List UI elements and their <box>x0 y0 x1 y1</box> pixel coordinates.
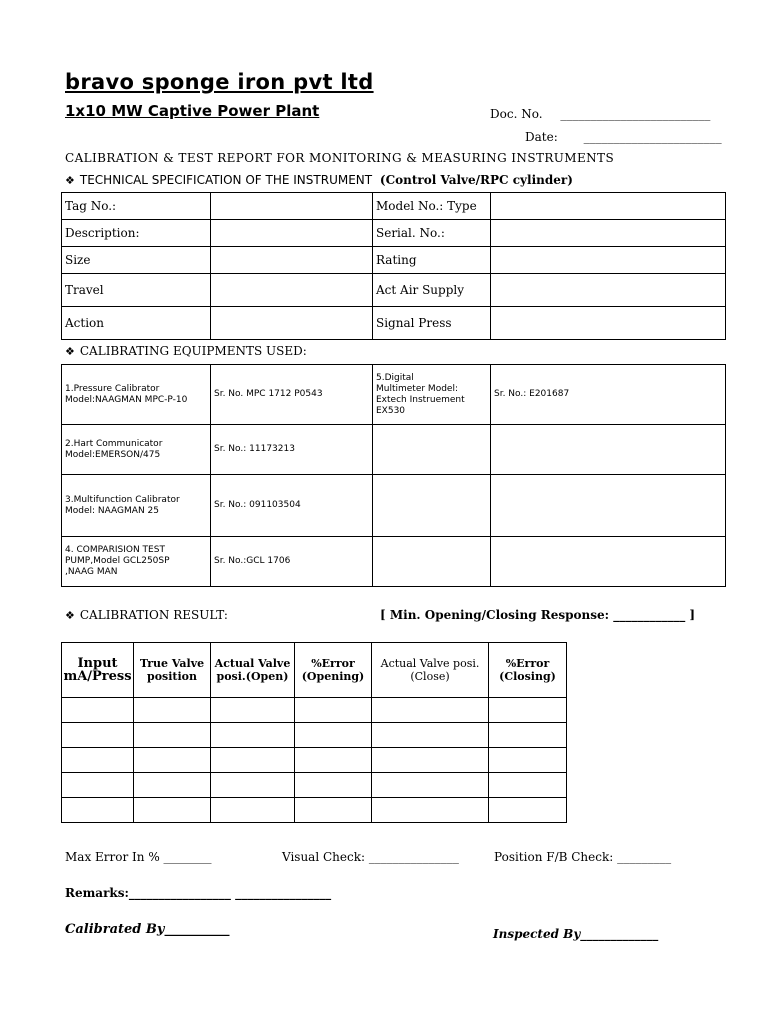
plant-name: 1x10 MW Captive Power Plant <box>65 102 320 120</box>
result-cell[interactable] <box>372 773 489 798</box>
calibrated-by-field: Calibrated By__________ <box>65 922 230 937</box>
column-header <box>372 643 489 698</box>
column-header <box>489 643 567 698</box>
table-row <box>62 723 567 748</box>
table-row <box>62 247 726 274</box>
spec-value-cell[interactable] <box>211 247 373 274</box>
result-cell[interactable] <box>62 773 134 798</box>
spec-value-cell[interactable] <box>491 247 726 274</box>
table-row <box>62 365 726 425</box>
header-line: %Error <box>311 657 355 670</box>
spec-value-cell[interactable] <box>491 274 726 307</box>
table-row <box>62 193 726 220</box>
equipment-line: Model: NAAGMAN 25 <box>65 505 159 516</box>
equipment-line: EX530 <box>376 405 406 416</box>
equipment-line: 4. COMPARISION TEST <box>65 545 165 555</box>
company-name: bravo sponge iron pvt ltd <box>65 70 374 94</box>
result-cell[interactable] <box>295 748 372 773</box>
header-line: posi.(Open) <box>216 670 289 683</box>
table-row <box>62 274 726 307</box>
table-row <box>62 798 567 823</box>
result-cell[interactable] <box>489 698 567 723</box>
min-opening-response: [ Min. Opening/Closing Response: ____________ ] <box>380 608 696 622</box>
diamond-bullet-icon: ❖ <box>65 609 75 622</box>
date-line: _______________________ <box>583 130 722 144</box>
spec-value-cell[interactable] <box>211 274 373 307</box>
equipment-table <box>61 364 726 587</box>
spec-label: Size <box>62 247 211 274</box>
spec-section-title <box>65 173 573 187</box>
column-header <box>134 643 211 698</box>
equipment-line: Model:EMERSON/475 <box>65 449 161 460</box>
doc-no-line: _________________________ <box>560 107 711 121</box>
result-cell[interactable] <box>489 798 567 823</box>
table-row <box>62 748 567 773</box>
serial-cell: Sr. No.: 11173213 <box>211 425 373 475</box>
result-section-title <box>65 608 228 622</box>
header-line: Actual Valve posi. <box>380 657 480 670</box>
result-cell[interactable] <box>372 698 489 723</box>
spec-value-cell[interactable] <box>491 193 726 220</box>
result-cell[interactable] <box>134 698 211 723</box>
serial-cell: Sr. No.: 091103504 <box>211 475 373 537</box>
table-row <box>62 307 726 340</box>
result-cell[interactable] <box>295 698 372 723</box>
doc-no-label: Doc. No. <box>490 107 543 121</box>
column-header <box>62 643 134 698</box>
result-cell[interactable] <box>134 723 211 748</box>
diamond-bullet-icon: ❖ <box>65 174 75 187</box>
result-cell[interactable] <box>134 798 211 823</box>
serial-cell: Sr. No. MPC 1712 P0543 <box>211 365 373 425</box>
equipment-cell <box>62 475 211 537</box>
spec-value-cell[interactable] <box>211 307 373 340</box>
header-line: (Closing) <box>499 670 556 683</box>
table-row <box>62 698 567 723</box>
equipment-line: 3.Multifunction Calibrator <box>65 494 180 505</box>
result-cell[interactable] <box>372 748 489 773</box>
spec-label: Description: <box>62 220 211 247</box>
spec-table <box>61 192 726 340</box>
result-title: CALIBRATION RESULT: <box>79 608 228 622</box>
report-title: CALIBRATION & TEST REPORT FOR MONITORING & MEASURING INSTRUMENTS <box>65 151 615 165</box>
table-row <box>62 220 726 247</box>
spec-label: Rating <box>373 247 491 274</box>
spec-label: Act Air Supply <box>373 274 491 307</box>
result-cell[interactable] <box>295 798 372 823</box>
serial-cell: Sr. No.: E201687 <box>491 365 726 425</box>
result-cell[interactable] <box>295 773 372 798</box>
result-cell[interactable] <box>211 698 295 723</box>
spec-subtitle: (Control Valve/RPC cylinder) <box>379 173 573 187</box>
equipment-line: Extech Instruement <box>376 394 465 405</box>
equipment-cell <box>373 365 491 425</box>
spec-label: Serial. No.: <box>373 220 491 247</box>
table-row <box>62 537 726 587</box>
spec-value-cell[interactable] <box>491 220 726 247</box>
header-line: True Valve <box>139 657 205 670</box>
result-cell[interactable] <box>211 798 295 823</box>
result-cell[interactable] <box>211 748 295 773</box>
spec-title: TECHNICAL SPECIFICATION OF THE INSTRUMENT <box>79 173 373 187</box>
equipment-line: Multimeter Model: <box>376 383 458 394</box>
table-row <box>62 773 567 798</box>
empty-cell[interactable] <box>373 537 491 587</box>
header-line: Input <box>77 656 118 671</box>
table-header-row <box>62 643 567 698</box>
result-cell[interactable] <box>489 748 567 773</box>
equipment-cell <box>62 425 211 475</box>
equipment-line: Model:NAAGMAN MPC-P-10 <box>65 394 188 405</box>
max-error-field: Max Error In % ________ <box>65 850 212 864</box>
result-cell[interactable] <box>62 798 134 823</box>
diamond-bullet-icon: ❖ <box>65 345 75 358</box>
spec-label: Action <box>62 307 211 340</box>
result-cell[interactable] <box>134 748 211 773</box>
header-line: position <box>147 670 197 683</box>
result-cell[interactable] <box>489 723 567 748</box>
position-fb-check-field: Position F/B Check: _________ <box>494 850 672 864</box>
table-row <box>62 425 726 475</box>
empty-cell[interactable] <box>491 425 726 475</box>
spec-label: Signal Press <box>373 307 491 340</box>
equip-section-title <box>65 344 307 358</box>
equipment-cell <box>62 537 211 587</box>
equipment-line: 1.Pressure Calibrator <box>65 383 160 394</box>
spec-value-cell[interactable] <box>491 307 726 340</box>
equip-title: CALIBRATING EQUIPMENTS USED: <box>79 344 307 358</box>
table-row <box>62 475 726 537</box>
visual-check-field: Visual Check: _______________ <box>282 850 459 864</box>
empty-cell[interactable] <box>491 475 726 537</box>
empty-cell[interactable] <box>373 475 491 537</box>
equipment-line: PUMP,Model GCL250SP <box>65 556 170 566</box>
result-cell[interactable] <box>211 773 295 798</box>
header-line: mA/Press <box>63 669 132 684</box>
column-header <box>211 643 295 698</box>
header-line: %Error <box>505 657 550 670</box>
header-line: Actual Valve <box>214 657 291 670</box>
result-cell[interactable] <box>62 698 134 723</box>
remarks-field: Remarks:_________________ ________________ <box>65 886 332 900</box>
column-header <box>295 643 372 698</box>
equipment-line: 5.Digital <box>376 372 414 383</box>
equipment-line: 2.Hart Communicator <box>65 438 163 449</box>
spec-label: Model No.: Type <box>373 193 491 220</box>
result-cell[interactable] <box>372 723 489 748</box>
result-cell[interactable] <box>489 773 567 798</box>
equipment-cell <box>62 365 211 425</box>
spec-value-cell[interactable] <box>211 193 373 220</box>
date-field <box>525 130 722 144</box>
result-cell[interactable] <box>211 723 295 748</box>
equipment-line: ,NAAG MAN <box>65 567 118 577</box>
result-cell[interactable] <box>62 748 134 773</box>
result-cell[interactable] <box>372 798 489 823</box>
empty-cell[interactable] <box>491 537 726 587</box>
calibration-result-table <box>61 642 567 823</box>
empty-cell[interactable] <box>373 425 491 475</box>
serial-cell: Sr. No.:GCL 1706 <box>211 537 373 587</box>
result-cell[interactable] <box>134 773 211 798</box>
result-cell[interactable] <box>62 723 134 748</box>
inspected-by-field: Inspected By_____________ <box>493 927 659 941</box>
date-label: Date: <box>525 130 558 144</box>
result-cell[interactable] <box>295 723 372 748</box>
doc-no-field <box>490 107 710 121</box>
spec-label: Tag No.: <box>62 193 211 220</box>
spec-label: Travel <box>62 274 211 307</box>
spec-value-cell[interactable] <box>211 220 373 247</box>
header-line: (Opening) <box>301 670 365 683</box>
header-line: (Close) <box>410 670 450 683</box>
